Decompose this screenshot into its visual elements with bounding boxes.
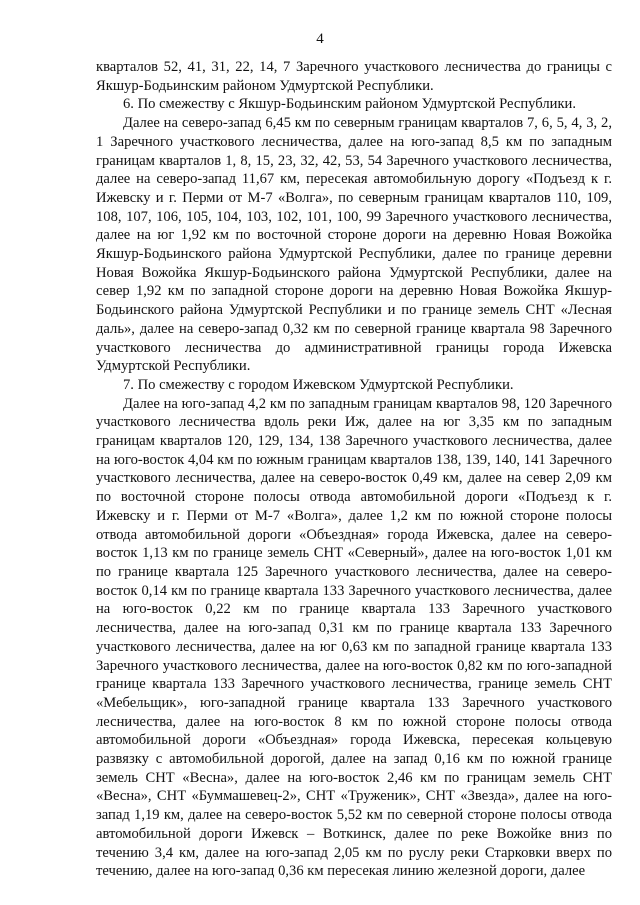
paragraph-continuation: кварталов 52, 41, 31, 22, 14, 7 Заречного участкового лесничества до границы с Якшур-Бодьинским районом Удмуртской Республики.	[96, 59, 612, 94]
section-heading-6: 6. По смежеству с Якшур-Бодьинским районом Удмуртской Республики.	[123, 96, 576, 113]
section-heading-7: 7. По смежеству с городом Ижевском Удмуртской Республики.	[123, 376, 514, 393]
paragraph-section-7: Далее на юго-запад 4,2 км по западным границам кварталов 98, 120 Заречного участкового лесничества вдоль реки Иж, далее на юг 3,35 км по западным границам кварталов 120, 129, 134, 138 Заречного участкового лесничества, далее на юго-восток 4,04 км по южным границам кварталов 138, 139, 140, 141 Заречного участкового лесничества, далее на северо-восток 0,49 км, далее на север 2,09 км по восточной стороне полосы отвода автомобильной дороги «Подъезд к г. Ижевску и г. Перми от М-7 «Волга», далее 1,2 км по южной стороне полосы отвода автомобильной дороги «Объездная» города Ижевска, далее на северо-восток 1,13 км по границе земель СНТ «Северный», далее на юго-восток 1,01 км по границе квартала 125 Заречного участкового лесничества, далее на северо-восток 0,14 км по границе квартала 133 Заречного участкового лесничества, далее на юго-восток 0,22 км по границе квартала 133 Заречного участкового лесничества, далее на юго-запад 0,31 км по границе квартала 133 Заречного участкового лесничества, далее на юг 0,63 км по западной границе квартала 133 Заречного участкового лесничества, далее на юго-восток 0,82 км по юго-западной границе квартала 133 Заречного участкового лесничества, границе земель СНТ «Мебельщик», юго-западной границе квартала 133 Заречного участкового лесничества, далее на юго-восток 8 км по южной стороне полосы отвода автомобильной дороги «Объездная» города Ижевска, пересекая кольцевую развязку с автомобильной дорогой, далее на запад 0,16 км по южной границе земель СНТ «Весна», далее на юго-восток 2,46 км по границам земель СНТ «Весна», СНТ «Буммашевец-2», СНТ «Труженик», СНТ «Звезда», далее на юго-запад 1,19 км, далее на северо-восток 5,52 км по северной стороне полосы отвода автомобильной дороги Ижевск – Воткинск, далее по реке Вожойке вниз по течению 3,4 км, далее на юго-запад 2,05 км по руслу реки Старковки вверх по течению, далее на юго-запад 0,36 км пересекая линию железной дороги, далее	[96, 395, 612, 880]
page-number: 4	[316, 31, 324, 47]
paragraph-section-6: Далее на северо-запад 6,45 км по северным границам кварталов 7, 6, 5, 4, 3, 2, 1 Заречного участкового лесничества, далее на юго-запад 8,5 км по западным границам кварталов 1, 8, 15, 23, 32, 42, 53, 54 Заречного участкового лесничества, далее на северо-запад 11,67 км, пересекая автомобильную дорогу «Подъезд к г. Ижевску и г. Перми от М-7 «Волга», по северным границам кварталов 110, 109, 108, 107, 106, 105, 104, 103, 102, 101, 100, 99 Заречного участкового лесничества, далее на юг 1,92 км по восточной стороне дороги на деревню Новая Вожойка Якшур-Бодьинского района Удмуртской Республики, далее по границе деревни Новая Вожойка Якшур-Бодьинского района Удмуртской Республики, далее на север 1,92 км по западной стороне дороги на деревню Новая Вожойка Якшур-Бодьинского района Удмуртской Республики и по границе земель СНТ «Лесная даль», далее на северо-запад 0,32 км по северной границе квартала 98 Заречного участкового лесничества до административной границы города Ижевска Удмуртской Республики.	[96, 115, 612, 375]
document-body	[96, 58, 612, 881]
